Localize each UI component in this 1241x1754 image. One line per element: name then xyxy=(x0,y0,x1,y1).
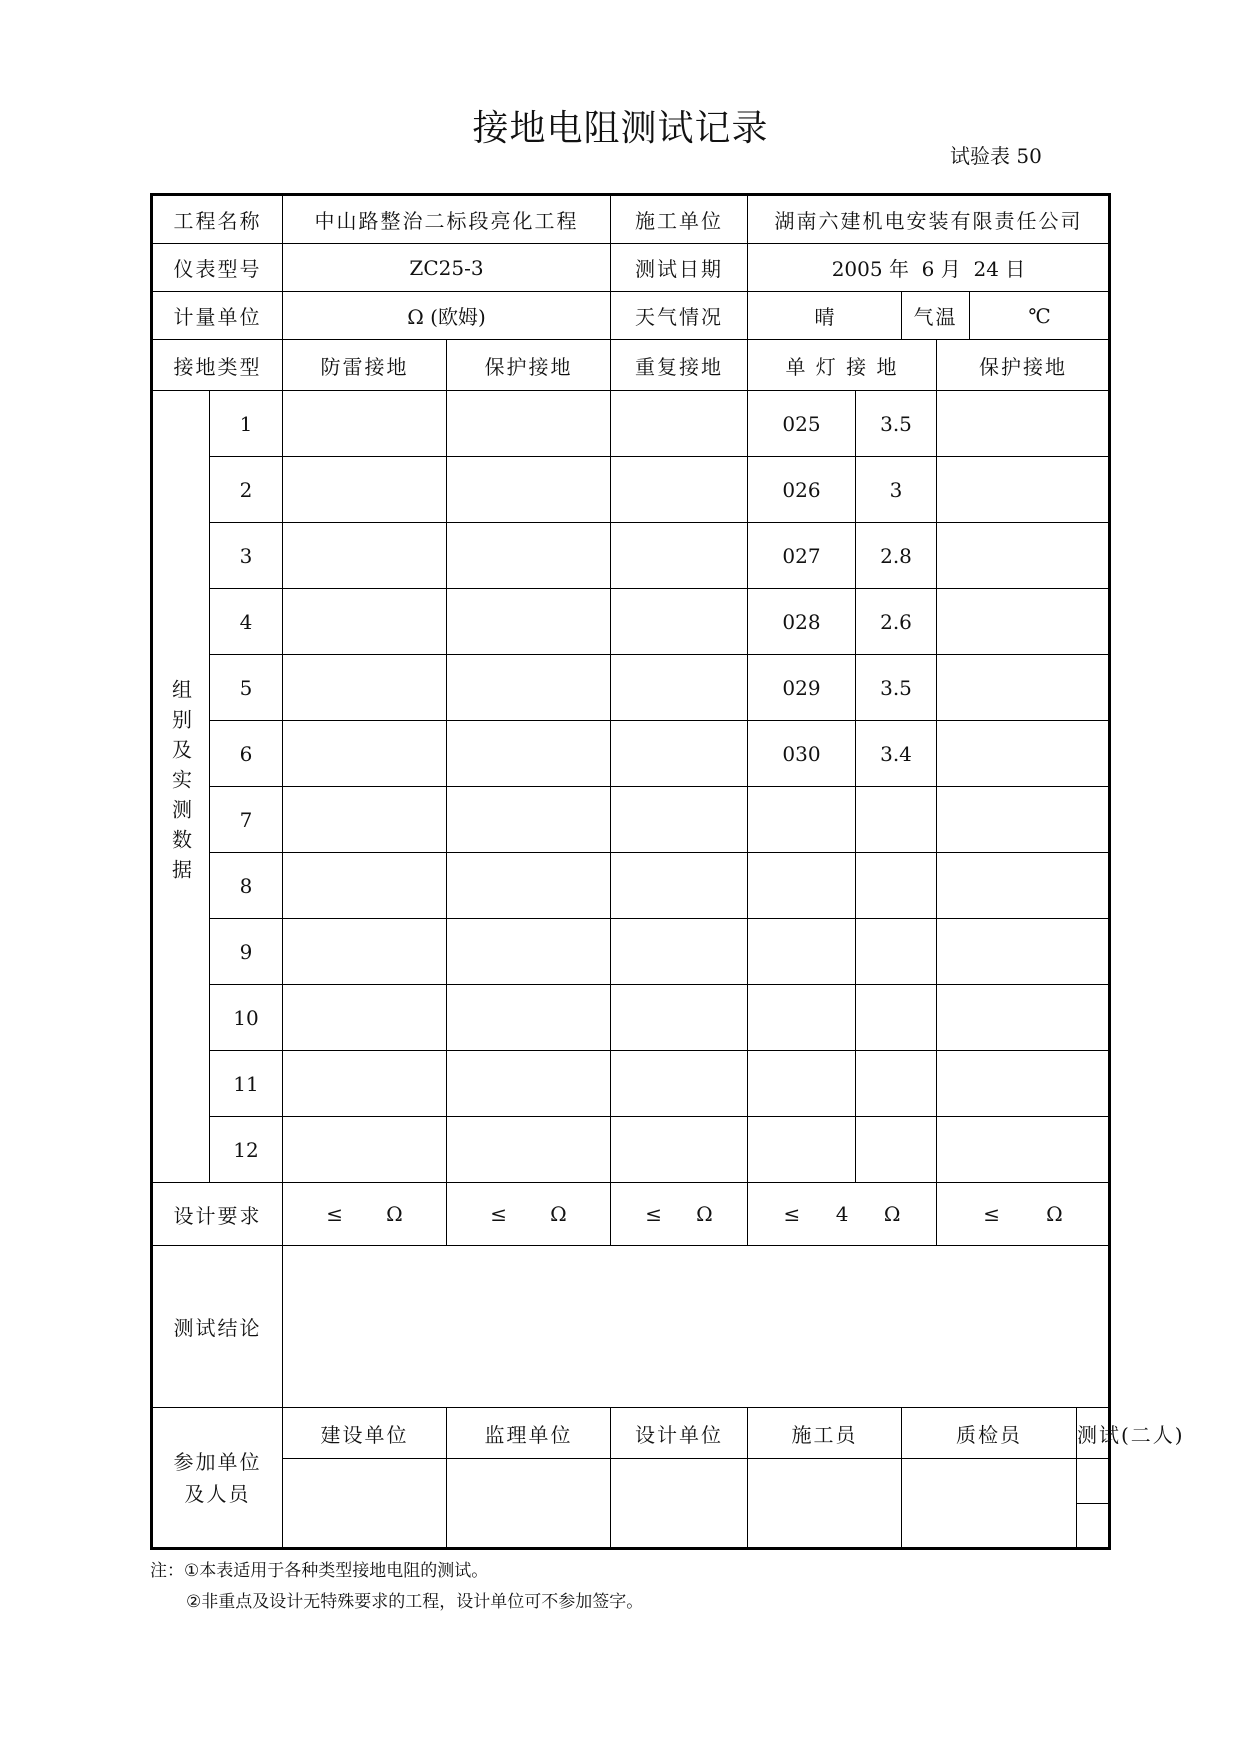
project-name-label: 工程名称 xyxy=(152,195,283,244)
protective-cell xyxy=(447,853,611,919)
type-protective: 保护接地 xyxy=(447,340,611,391)
design-req-protective: ≤ Ω xyxy=(447,1183,611,1246)
protective2-cell xyxy=(937,1051,1110,1117)
row-number: 8 xyxy=(210,853,283,919)
repeated-cell xyxy=(611,787,748,853)
lamp-id-cell: 026 xyxy=(748,457,856,523)
sign-tester-2-field[interactable] xyxy=(1077,1504,1110,1549)
repeated-cell xyxy=(611,1051,748,1117)
protective-cell xyxy=(447,523,611,589)
note-2: ②非重点及设计无特殊要求的工程，设计单位可不参加签字。 xyxy=(186,1592,644,1612)
sign-supervisor-field[interactable] xyxy=(447,1459,611,1549)
lamp-id-cell xyxy=(748,1117,856,1183)
lightning-cell xyxy=(283,853,447,919)
group-data-label: 组别及实测数据 xyxy=(152,391,210,1183)
row-number: 2 xyxy=(210,457,283,523)
row-number: 4 xyxy=(210,589,283,655)
note-1: 注：①本表适用于各种类型接地电阻的测试。 xyxy=(150,1561,489,1581)
repeated-cell xyxy=(611,523,748,589)
lamp-id-cell xyxy=(748,1051,856,1117)
protective2-cell xyxy=(937,721,1110,787)
design-req-lightning: ≤ Ω xyxy=(283,1183,447,1246)
design-req-protective-2: ≤ Ω xyxy=(937,1183,1110,1246)
repeated-cell xyxy=(611,457,748,523)
lamp-id-cell: 030 xyxy=(748,721,856,787)
sign-col-quality: 质检员 xyxy=(902,1408,1077,1459)
protective2-cell xyxy=(937,655,1110,721)
contractor-label: 施工单位 xyxy=(611,195,748,244)
lightning-cell xyxy=(283,985,447,1051)
protective2-cell xyxy=(937,589,1110,655)
lightning-cell xyxy=(283,787,447,853)
sign-col-construction: 施工员 xyxy=(748,1408,902,1459)
lightning-cell xyxy=(283,919,447,985)
contractor-value: 湖南六建机电安装有限责任公司 xyxy=(748,195,1110,244)
protective2-cell xyxy=(937,985,1110,1051)
lamp-id-cell xyxy=(748,853,856,919)
repeated-cell xyxy=(611,853,748,919)
lamp-value-cell xyxy=(856,787,937,853)
protective2-cell xyxy=(937,1117,1110,1183)
protective2-cell xyxy=(937,391,1110,457)
design-requirement-label: 设计要求 xyxy=(152,1183,283,1246)
lamp-id-cell: 028 xyxy=(748,589,856,655)
lamp-value-cell: 3 xyxy=(856,457,937,523)
lamp-value-cell xyxy=(856,1117,937,1183)
row-number: 5 xyxy=(210,655,283,721)
ground-type-label: 接地类型 xyxy=(152,340,283,391)
protective-cell xyxy=(447,721,611,787)
row-number: 6 xyxy=(210,721,283,787)
protective2-cell xyxy=(937,919,1110,985)
lamp-id-cell: 027 xyxy=(748,523,856,589)
type-protective-2: 保护接地 xyxy=(937,340,1110,391)
lamp-id-cell xyxy=(748,787,856,853)
protective2-cell xyxy=(937,787,1110,853)
lamp-value-cell: 3.4 xyxy=(856,721,937,787)
lightning-cell xyxy=(283,1051,447,1117)
test-conclusion-field[interactable] xyxy=(283,1246,1110,1408)
lamp-value-cell: 2.6 xyxy=(856,589,937,655)
sign-construction-field[interactable] xyxy=(748,1459,902,1549)
sign-tester-1-field[interactable] xyxy=(1077,1459,1110,1504)
test-date-value: 2005 年 6 月 24 日 xyxy=(748,244,1110,292)
lamp-id-cell xyxy=(748,985,856,1051)
repeated-cell xyxy=(611,655,748,721)
repeated-cell xyxy=(611,985,748,1051)
protective-cell xyxy=(447,787,611,853)
lamp-id-cell: 029 xyxy=(748,655,856,721)
type-lightning: 防雷接地 xyxy=(283,340,447,391)
row-number: 1 xyxy=(210,391,283,457)
lamp-value-cell: 2.8 xyxy=(856,523,937,589)
test-conclusion-label: 测试结论 xyxy=(152,1246,283,1408)
temperature-value: ℃ xyxy=(970,292,1110,340)
sign-col-supervisor: 监理单位 xyxy=(447,1408,611,1459)
protective-cell xyxy=(447,589,611,655)
form-number: 试验表 50 xyxy=(950,144,1042,168)
lightning-cell xyxy=(283,523,447,589)
protective2-cell xyxy=(937,853,1110,919)
grounding-test-table xyxy=(150,193,1185,1550)
lamp-id-cell: 025 xyxy=(748,391,856,457)
lightning-cell xyxy=(283,589,447,655)
protective2-cell xyxy=(937,523,1110,589)
protective-cell xyxy=(447,985,611,1051)
meter-model-label: 仪表型号 xyxy=(152,244,283,292)
protective2-cell xyxy=(937,457,1110,523)
sign-col-owner: 建设单位 xyxy=(283,1408,447,1459)
row-number: 10 xyxy=(210,985,283,1051)
weather-value: 晴 xyxy=(748,292,902,340)
protective-cell xyxy=(447,655,611,721)
lamp-value-cell: 3.5 xyxy=(856,655,937,721)
lightning-cell xyxy=(283,457,447,523)
sign-owner-field[interactable] xyxy=(283,1459,447,1549)
type-single-lamp: 单 灯 接 地 xyxy=(748,340,937,391)
repeated-cell xyxy=(611,1117,748,1183)
design-req-repeated: ≤ Ω xyxy=(611,1183,748,1246)
weather-label: 天气情况 xyxy=(611,292,748,340)
protective-cell xyxy=(447,919,611,985)
form-title: 接地电阻测试记录 xyxy=(472,108,769,149)
repeated-cell xyxy=(611,919,748,985)
sign-designer-field[interactable] xyxy=(611,1459,748,1549)
meter-model-value: ZC25-3 xyxy=(283,244,611,292)
project-name-value: 中山路整治二标段亮化工程 xyxy=(283,195,611,244)
row-number: 3 xyxy=(210,523,283,589)
sign-col-designer: 设计单位 xyxy=(611,1408,748,1459)
row-number: 12 xyxy=(210,1117,283,1183)
participants-label: 参加单位 及人员 xyxy=(152,1408,283,1549)
protective-cell xyxy=(447,1051,611,1117)
repeated-cell xyxy=(611,589,748,655)
lamp-value-cell xyxy=(856,1051,937,1117)
measure-unit-value: Ω (欧姆) xyxy=(283,292,611,340)
protective-cell xyxy=(447,1117,611,1183)
lamp-value-cell xyxy=(856,853,937,919)
lightning-cell xyxy=(283,391,447,457)
lamp-id-cell xyxy=(748,919,856,985)
protective-cell xyxy=(447,457,611,523)
protective-cell xyxy=(447,391,611,457)
sign-col-tester: 测试(二人) xyxy=(1077,1408,1110,1459)
repeated-cell xyxy=(611,391,748,457)
temperature-label: 气温 xyxy=(902,292,970,340)
lamp-value-cell: 3.5 xyxy=(856,391,937,457)
type-repeated: 重复接地 xyxy=(611,340,748,391)
lightning-cell xyxy=(283,655,447,721)
row-number: 9 xyxy=(210,919,283,985)
lightning-cell xyxy=(283,1117,447,1183)
lamp-value-cell xyxy=(856,919,937,985)
design-req-lamp: ≤ 4 Ω xyxy=(748,1183,937,1246)
lightning-cell xyxy=(283,721,447,787)
repeated-cell xyxy=(611,721,748,787)
row-number: 7 xyxy=(210,787,283,853)
row-number: 11 xyxy=(210,1051,283,1117)
sign-quality-field[interactable] xyxy=(902,1459,1077,1549)
test-date-label: 测试日期 xyxy=(611,244,748,292)
measure-unit-label: 计量单位 xyxy=(152,292,283,340)
lamp-value-cell xyxy=(856,985,937,1051)
notes xyxy=(150,1556,643,1618)
